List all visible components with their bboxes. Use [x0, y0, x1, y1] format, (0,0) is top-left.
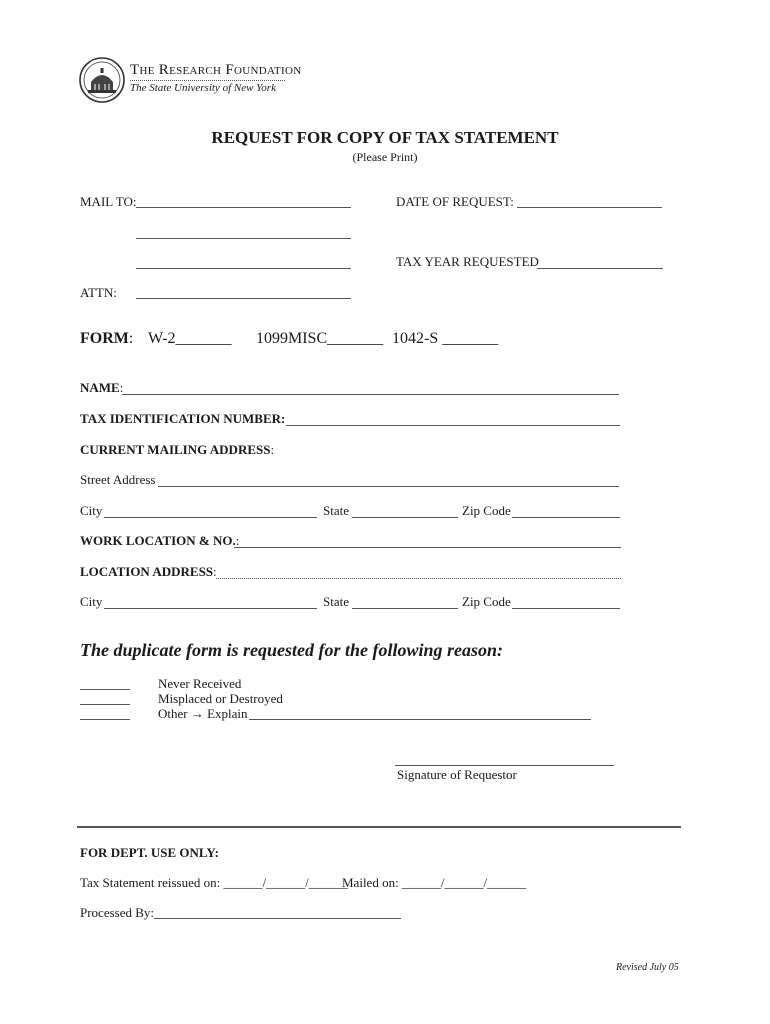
- reason-misplaced-check[interactable]: [80, 704, 130, 705]
- form-label-text: FORM: [80, 330, 129, 347]
- dept-divider: [77, 826, 681, 828]
- mail-to-line-2[interactable]: [136, 238, 351, 239]
- work-location-label-text: WORK LOCATION & NO.: [80, 533, 236, 548]
- name-label-text: NAME: [80, 380, 120, 395]
- reason-misplaced-label: Misplaced or Destroyed: [158, 691, 283, 706]
- org-subtitle: The State University of New York: [130, 82, 276, 94]
- reason-explain-field[interactable]: [249, 719, 591, 720]
- mail-to-line-1[interactable]: [136, 207, 351, 208]
- date-of-request-label: DATE OF REQUEST:: [396, 194, 514, 209]
- mail-to-line-3[interactable]: [136, 268, 351, 269]
- state2-field[interactable]: [352, 608, 458, 609]
- zip2-label: Zip Code: [462, 594, 511, 609]
- form-option-w2-label: W-2: [148, 330, 176, 347]
- reason-never-received-label: Never Received: [158, 676, 242, 691]
- current-address-label: [80, 442, 274, 458]
- state2-label: State: [323, 594, 349, 609]
- zip2-field[interactable]: [512, 608, 620, 609]
- reason-other-check[interactable]: [80, 719, 130, 720]
- reason-heading: The duplicate form is requested for the following reason:: [80, 640, 503, 660]
- form-option-1099misc[interactable]: [256, 330, 383, 348]
- attn-field[interactable]: [136, 298, 351, 299]
- form-label: [80, 330, 133, 348]
- location-address-label-text: LOCATION ADDRESS: [80, 564, 214, 579]
- dept-heading: FOR DEPT. USE ONLY:: [80, 845, 219, 860]
- org-divider: [130, 80, 285, 81]
- form-option-1099misc-label: 1099MISC: [256, 330, 328, 347]
- state-field[interactable]: [352, 517, 458, 518]
- form-option-1042s-label: 1042-S: [392, 330, 439, 347]
- work-location-label: [80, 533, 239, 549]
- name-label: [80, 380, 123, 396]
- city-label: City: [80, 503, 103, 518]
- current-address-label-colon: :: [270, 442, 275, 457]
- form-subtitle: (Please Print): [352, 150, 418, 164]
- processed-by-field[interactable]: [154, 918, 401, 919]
- attn-label: ATTN:: [80, 285, 117, 300]
- form-option-w2[interactable]: [148, 330, 232, 348]
- work-location-label-colon: :: [235, 533, 240, 548]
- street-field[interactable]: [158, 486, 619, 487]
- current-address-label-text: CURRENT MAILING ADDRESS: [80, 442, 271, 457]
- org-name: The Research Foundation: [130, 62, 302, 78]
- city2-label: City: [80, 594, 103, 609]
- form-option-1042s-blank: _______: [442, 330, 499, 347]
- location-address-label-colon: :: [213, 564, 217, 579]
- tax-year-field[interactable]: [537, 268, 663, 269]
- form-label-colon: :: [128, 330, 134, 347]
- location-address-field[interactable]: [216, 578, 621, 579]
- processed-by-label: Processed By:: [80, 905, 155, 920]
- mail-to-label: MAIL TO:: [80, 194, 137, 209]
- street-label: Street Address: [80, 472, 156, 487]
- tin-label: TAX IDENTIFICATION NUMBER:: [80, 411, 286, 426]
- form-option-1042s[interactable]: [392, 330, 498, 348]
- state-label: State: [323, 503, 349, 518]
- tin-field[interactable]: [286, 425, 620, 426]
- reason-other-label: Other → Explain: [158, 706, 248, 721]
- zip-field[interactable]: [512, 517, 620, 518]
- date-of-request-field[interactable]: [517, 207, 662, 208]
- city2-field[interactable]: [104, 608, 317, 609]
- location-address-label: [80, 564, 217, 580]
- form-title: REQUEST FOR COPY OF TAX STATEMENT: [211, 128, 559, 147]
- form-option-1099misc-blank: _______: [327, 330, 384, 347]
- zip-label: Zip Code: [462, 503, 511, 518]
- seal-logo-icon: [78, 56, 126, 104]
- reason-never-received-check[interactable]: [80, 689, 130, 690]
- city-field[interactable]: [104, 517, 317, 518]
- mailed-label: Mailed on: ______/______/______: [342, 875, 527, 890]
- reissued-label: Tax Statement reissued on: ______/______/______: [80, 875, 348, 890]
- work-location-field[interactable]: [234, 547, 621, 548]
- signature-field[interactable]: [395, 765, 614, 766]
- name-label-colon: :: [119, 380, 124, 395]
- revised-note: Revised July 05: [616, 962, 679, 973]
- tax-year-label: TAX YEAR REQUESTED: [396, 254, 539, 269]
- signature-label: Signature of Requestor: [397, 767, 517, 782]
- name-field[interactable]: [122, 394, 619, 395]
- form-option-w2-blank: _______: [175, 330, 232, 347]
